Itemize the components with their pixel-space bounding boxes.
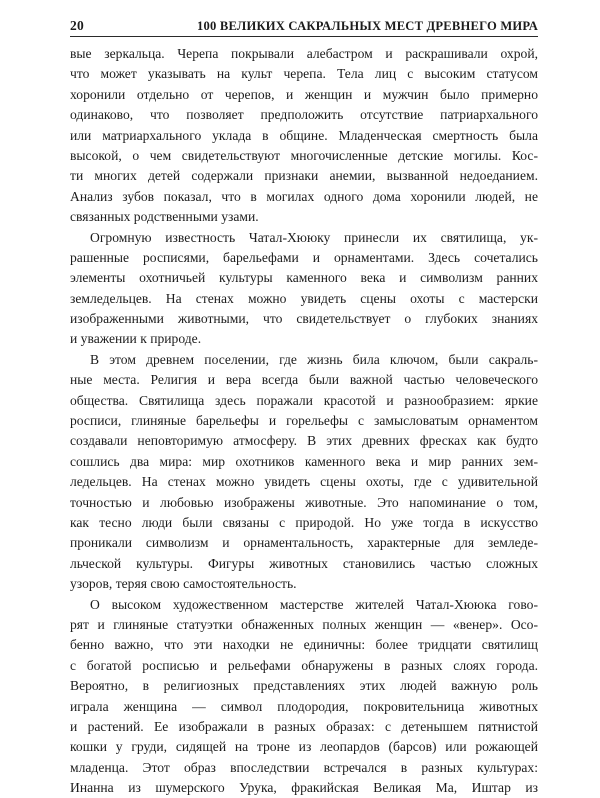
text-line: бенно важно, что эти находки не единичны: более тридцати святилищ bbox=[70, 637, 538, 653]
body-text bbox=[70, 44, 538, 798]
text-line: младенца. Этот образ впоследствии встречался в разных культурах: bbox=[70, 759, 538, 775]
text-line: ные места. Религия и вера всегда были важной частью человеческого bbox=[70, 372, 538, 388]
text-line: ти многих детей содержали признаки анемии, вызванной недоеданием. bbox=[70, 168, 538, 184]
text-line: точностью и любовью изображены животные. Это напоминание о том, bbox=[70, 494, 538, 510]
text-line: одинаково, что позволяет предположить отсутствие патриархального bbox=[70, 107, 538, 123]
page-header bbox=[70, 10, 538, 34]
text-line: сошлись два мира: мир охотников каменного века и мир ранних зем- bbox=[70, 453, 538, 469]
text-line: как тесно люди были связаны с природой. Но уже тогда в искусство bbox=[70, 514, 538, 530]
paragraph-end-line: узоров, теряя свою самостоятельность. bbox=[70, 576, 297, 592]
text-line: проникали символизм и орнаментальность, характерные для земледе- bbox=[70, 535, 538, 551]
text-line: рят и глиняные статуэтки обнаженных полных женщин — «венер». Осо- bbox=[70, 616, 538, 632]
text-line: Анализ зубов показал, что в могилах одного дома хоронили людей, не bbox=[70, 188, 538, 204]
header-rule bbox=[70, 36, 538, 37]
text-line: ледельцев. На стенах можно увидеть сцены охоты, где с удивительной bbox=[70, 474, 538, 490]
paragraph-start-line: Огромную известность Чатал-Хююку принесли их святилища, ук- bbox=[90, 229, 538, 245]
running-title: 100 ВЕЛИКИХ САКРАЛЬНЫХ МЕСТ ДРЕВНЕГО МИРА bbox=[197, 19, 538, 33]
text-line: с богатой росписью и рельефами обнаружены в разных слоях города. bbox=[70, 657, 538, 673]
text-line: играла женщина — символ плодородия, покровительница животных bbox=[70, 698, 538, 714]
text-line: хоронили отдельно от черепов, и женщин и мужчин было примерно bbox=[70, 86, 538, 102]
text-line: изображенными животными, что свидетельствует о глубоких знаниях bbox=[70, 311, 538, 327]
paragraph-end-line: и уважении к природе. bbox=[70, 331, 202, 347]
text-line: Инанна из шумерского Урука, фракийская Великая Ма, Иштар из bbox=[70, 780, 538, 796]
paragraph-end-line: связанных родственными узами. bbox=[70, 209, 259, 225]
text-line: и растений. Ее изображали в разных образах: с детенышем пятнистой bbox=[70, 718, 538, 734]
text-line: кошки у груди, сидящей на троне из леопардов (барсов) или рожающей bbox=[70, 739, 538, 755]
text-line: росписи, глиняные барельефы и горельефы с замысловатым орнаментом bbox=[70, 413, 538, 429]
text-line: элементы охотничьей культуры каменного века и символизм ранних bbox=[70, 270, 538, 286]
text-line: земледельцев. На стенах можно увидеть сцены охоты с мастерски bbox=[70, 290, 538, 306]
text-line: создавали неповторимую атмосферу. В этих древних фресках как будто bbox=[70, 433, 538, 449]
paragraph-start-line: В этом древнем поселении, где жизнь била ключом, были сакраль- bbox=[90, 351, 538, 367]
page-number: 20 bbox=[70, 18, 84, 33]
text-line: Вероятно, в религиозных представлениях этих людей важную роль bbox=[70, 678, 538, 694]
text-line: льческой культуры. Фигуры животных становились частью сложных bbox=[70, 555, 538, 571]
text-line: что может указывать на культ черепа. Тела лиц с высоким статусом bbox=[70, 66, 538, 82]
text-line: или матриархального уклада в общине. Младенческая смертность была bbox=[70, 127, 538, 143]
text-line: высокой, о чем свидетельствуют многочисленные детские могилы. Кос- bbox=[70, 147, 538, 163]
paragraph-start-line: О высоком художественном мастерстве жителей Чатал-Хююка гово- bbox=[90, 596, 538, 612]
text-line: общества. Святилища здесь поражали красотой и разнообразием: яркие bbox=[70, 392, 538, 408]
text-line: рашенные росписями, барельефами и орнаментами. Здесь сочетались bbox=[70, 249, 538, 265]
text-line: вые зеркальца. Черепа покрывали алебастром и раскрашивали охрой, bbox=[70, 46, 538, 61]
